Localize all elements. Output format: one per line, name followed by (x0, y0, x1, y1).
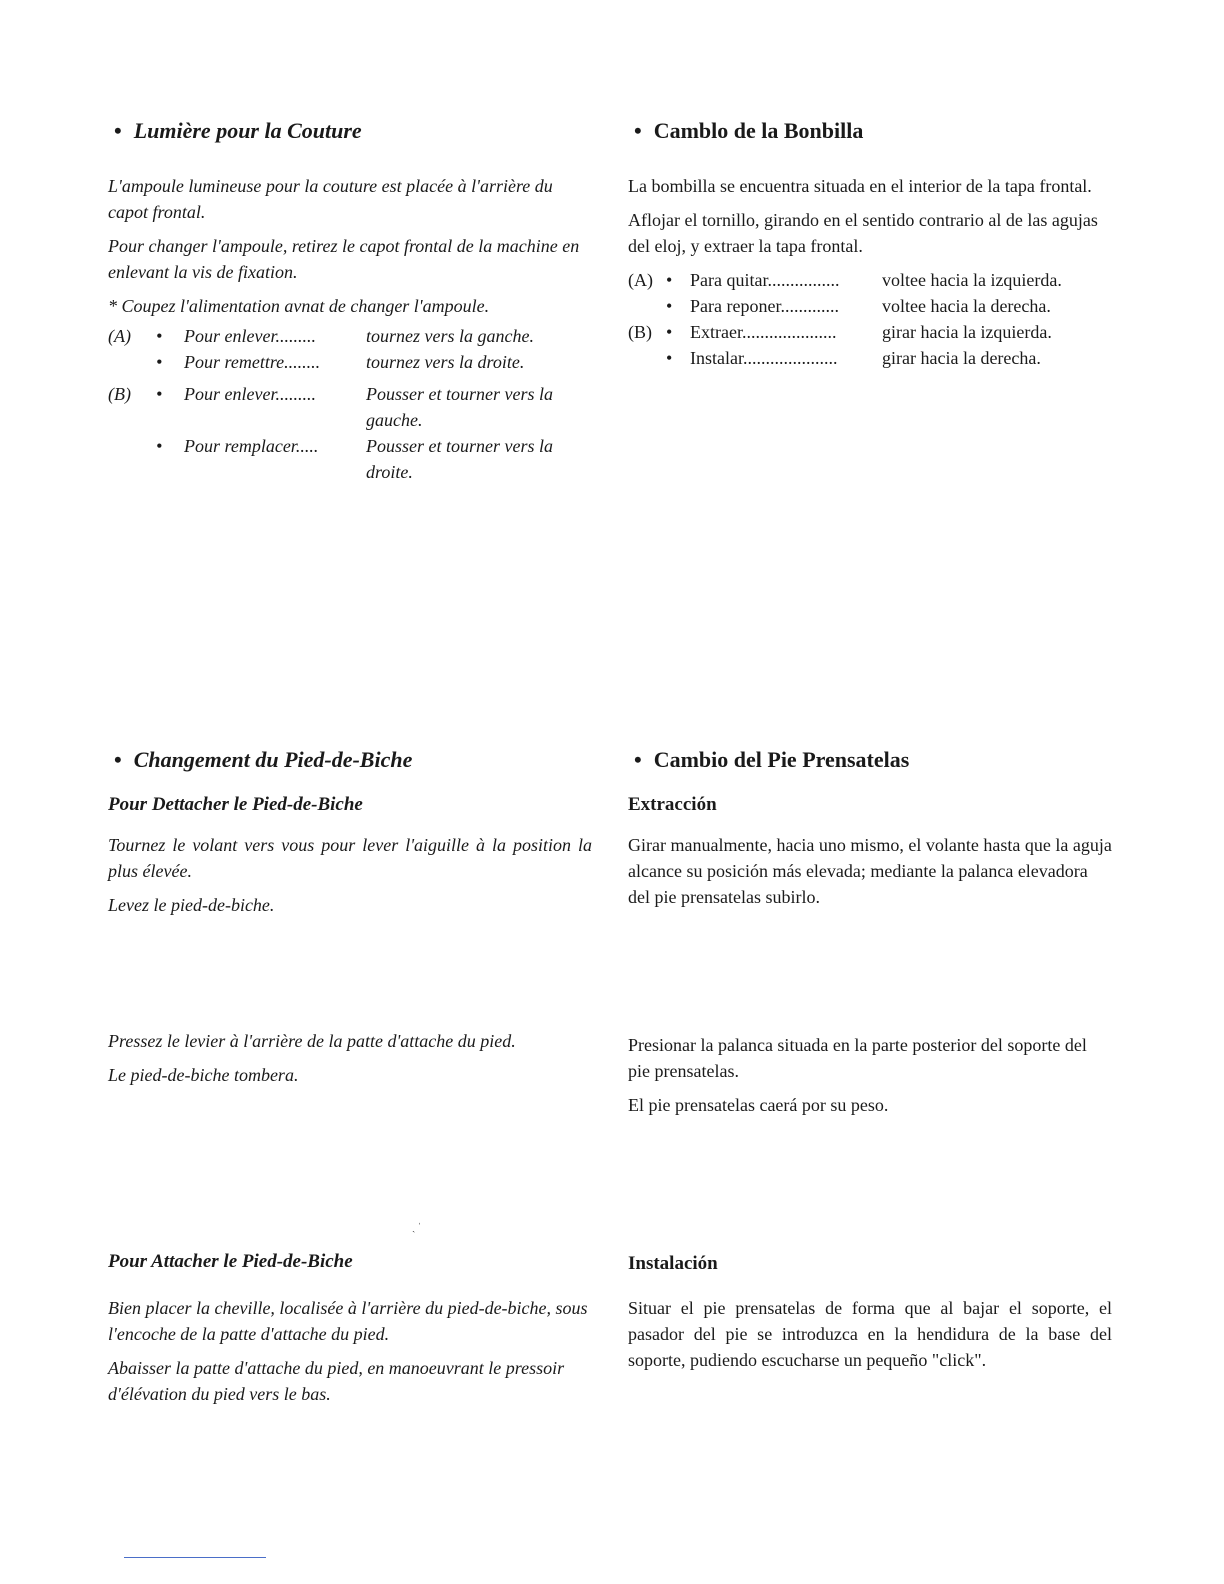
fr-pied-block1 (108, 832, 592, 926)
step-label (108, 433, 156, 485)
es-bonbilla-p1: La bombilla se encuentra situada en el interior de la tapa frontal. (628, 176, 1092, 196)
fr-pied-heading (114, 747, 594, 773)
step-value: Pousser et tourner vers la droite. (366, 436, 553, 482)
step-key: Para reponer............. (690, 296, 839, 316)
step-key: Pour enlever......... (184, 326, 316, 346)
bullet-icon: • (156, 326, 163, 346)
step-key: Pour remplacer..... (184, 436, 319, 456)
step-value: tournez vers la droite. (366, 352, 525, 372)
fr-pied-p4: Le pied-de-biche tombera. (108, 1065, 299, 1085)
fr-pied-block2 (108, 1028, 592, 1096)
list-item (628, 267, 1112, 293)
step-value: girar hacia la izquierda. (882, 322, 1052, 342)
step-key: Pour enlever......... (184, 384, 316, 404)
list-item (108, 323, 592, 349)
fr-pied-block3 (108, 1295, 592, 1415)
step-value: Pousser et tourner vers la gauche. (366, 384, 553, 430)
step-value: voltee hacia la derecha. (882, 296, 1051, 316)
list-item (108, 375, 592, 433)
fr-lumiere-steps (108, 323, 592, 485)
fr-pied-title: Changement du Pied-de-Biche (133, 747, 413, 772)
list-item (108, 349, 592, 375)
bullet-icon: • (114, 747, 122, 772)
list-item (628, 319, 1112, 345)
es-bonbilla-steps (628, 267, 1112, 371)
step-value: tournez vers la ganche. (366, 326, 534, 346)
bullet-icon: • (666, 270, 673, 290)
step-label: (B) (108, 384, 131, 404)
bullet-icon: • (634, 118, 642, 143)
step-key: Instalar..................... (690, 348, 838, 368)
step-label: (A) (108, 326, 131, 346)
es-pie-sub2: Instalación (628, 1253, 718, 1274)
bullet-icon: • (156, 384, 163, 404)
fr-lumiere-title: Lumière pour la Couture (133, 118, 362, 143)
fr-lumiere-p2: Pour changer l'ampoule, retirez le capot frontal de la machine en enlevant la vis de fixation. (108, 236, 580, 282)
fr-lumiere-p1: L'ampoule lumineuse pour la couture est placée à l'arrière du capot frontal. (108, 176, 553, 222)
step-label: (A) (628, 270, 653, 290)
es-pie-p2: Presionar la palanca situada en la parte posterior del soporte del pie prensatelas. (628, 1035, 1087, 1081)
es-pie-block3 (628, 1295, 1112, 1381)
step-key: Pour remettre........ (184, 352, 321, 372)
es-pie-p3: El pie prensatelas caerá por su peso. (628, 1095, 889, 1115)
es-pie-block2 (628, 1032, 1112, 1126)
es-pie-sub1: Extracción (628, 794, 717, 815)
list-item (628, 293, 1112, 319)
list-item (108, 433, 592, 485)
list-item (628, 345, 1112, 371)
es-bonbilla-heading (634, 118, 1114, 144)
step-value: girar hacia la derecha. (882, 348, 1041, 368)
fr-lumiere-body (108, 173, 592, 485)
step-value: voltee hacia la izquierda. (882, 270, 1062, 290)
bullet-icon: • (156, 436, 163, 456)
fr-lumiere-heading (114, 118, 594, 144)
step-key: Para quitar................ (690, 270, 840, 290)
stray-mark: ˎ ˈ (412, 1222, 422, 1233)
es-bonbilla-body (628, 173, 1112, 371)
es-bonbilla-p2: Aflojar el tornillo, girando en el sentido contrario al de las agujas del eloj, y extraer la tapa frontal. (628, 210, 1098, 256)
fr-pied-p5: Bien placer la cheville, localisée à l'arrière du pied-de-biche, sous l'encoche de la patte d'attache du pied. (108, 1298, 588, 1344)
fr-pied-p2: Levez le pied-de-biche. (108, 895, 275, 915)
step-label (628, 345, 666, 371)
es-pie-p1: Girar manualmente, hacia uno mismo, el volante hasta que la aguja alcance su posición más elevada; mediante la palanca elevadora del pie prensatelas subirlo. (628, 835, 1112, 907)
fr-pied-p6: Abaisser la patte d'attache du pied, en manoeuvrant le pressoir d'élévation du pied vers le bas. (108, 1358, 565, 1404)
fr-lumiere-note: * Coupez l'alimentation avnat de changer l'ampoule. (108, 296, 490, 316)
bullet-icon: • (114, 118, 122, 143)
bullet-icon: • (666, 296, 673, 316)
fr-pied-sub1: Pour Dettacher le Pied-de-Biche (108, 794, 363, 815)
footer-rule (124, 1557, 266, 1558)
step-label (628, 293, 666, 319)
step-label: (B) (628, 322, 652, 342)
es-bonbilla-title: Camblo de la Bonbilla (653, 118, 864, 143)
step-label (108, 349, 156, 375)
es-pie-block1 (628, 832, 1112, 918)
bullet-icon: • (666, 348, 673, 368)
es-pie-heading (634, 747, 1114, 773)
fr-pied-p1: Tournez le volant vers vous pour lever l'aiguille à la position la plus élevée. (108, 835, 592, 881)
fr-pied-sub2: Pour Attacher le Pied-de-Biche (108, 1251, 353, 1272)
bullet-icon: • (634, 747, 642, 772)
fr-pied-p3: Pressez le levier à l'arrière de la patte d'attache du pied. (108, 1031, 516, 1051)
step-key: Extraer..................... (690, 322, 837, 342)
es-pie-title: Cambio del Pie Prensatelas (653, 747, 910, 772)
es-pie-p4: Situar el pie prensatelas de forma que al bajar el soporte, el pasador del pie se introduzca en la hendidura de la base del soporte, pudiendo escucharse un pequeño "click". (628, 1298, 1112, 1370)
bullet-icon: • (156, 352, 163, 372)
bullet-icon: • (666, 322, 673, 342)
